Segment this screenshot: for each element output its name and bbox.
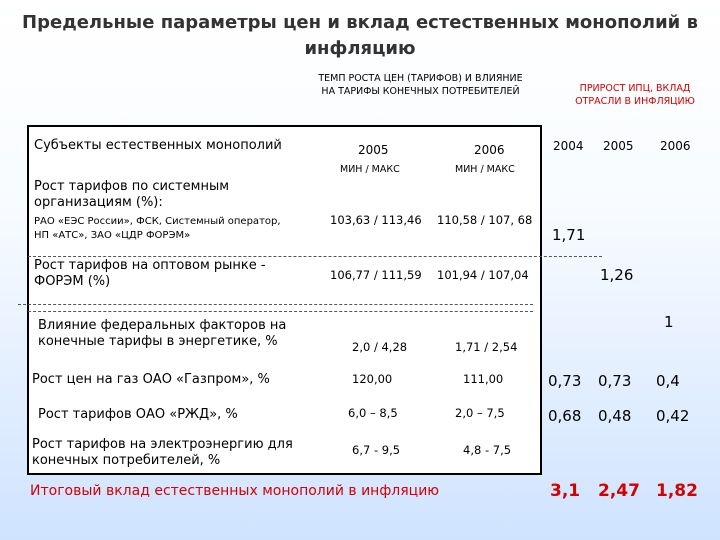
- gas-cpi-2006: 0,4: [656, 372, 680, 390]
- federal-2005: 2,0 / 4,28: [352, 340, 408, 354]
- rail-cpi-2005: 0,48: [598, 407, 632, 425]
- row-divider: [28, 256, 602, 257]
- year-2005-header: 2005: [358, 143, 389, 157]
- wholesale-label: Рост тарифов на оптовом рынке - ФОРЭМ (%): [34, 258, 266, 289]
- cpi-growth-header: ПРИРОСТ ИПЦ, ВКЛАД ОТРАСЛИ В ИНФЛЯЦИЮ: [575, 83, 695, 107]
- total-2005: 2,47: [598, 481, 640, 501]
- total-2004: 3,1: [550, 481, 581, 501]
- federal-factors-label: Влияние федеральных факторов на конечные тарифы в энергетике, %: [38, 318, 287, 349]
- row-divider: [18, 304, 533, 305]
- cpi-2005-header: 2005: [603, 139, 634, 153]
- energy-cpi-2005: 1,26: [600, 266, 634, 284]
- subjects-header: Субъекты естественных монополий: [34, 138, 282, 153]
- gas-2005: 120,00: [352, 372, 393, 386]
- system-orgs-2005: 103,63 / 113,46: [330, 213, 422, 227]
- power-label: Рост тарифов на электроэнергию для конечных потребителей, %: [32, 437, 293, 468]
- rail-cpi-2004: 0,68: [548, 407, 582, 425]
- energy-cpi-2006: 1: [664, 313, 674, 331]
- gas-cpi-2005: 0,73: [598, 372, 632, 390]
- gas-cpi-2004: 0,73: [548, 372, 582, 390]
- rail-label: Рост тарифов ОАО «РЖД», %: [38, 407, 238, 422]
- page-title: Предельные параметры цен и вклад естественных монополий в инфляцию: [22, 12, 698, 59]
- year-2006-header: 2006: [474, 143, 505, 157]
- wholesale-2005: 106,77 / 111,59: [330, 268, 422, 282]
- cpi-2004-header: 2004: [553, 139, 584, 153]
- system-orgs-2006: 110,58 / 107, 68: [437, 213, 533, 227]
- rail-2006: 2,0 – 7,5: [455, 406, 505, 420]
- federal-2006: 1,71 / 2,54: [455, 340, 518, 354]
- tariff-growth-header: ТЕМП РОСТА ЦЕН (ТАРИФОВ) И ВЛИЯНИЕ НА ТАРИФЫ КОНЕЧНЫХ ПОТРЕБИТЕЛЕЙ: [318, 73, 523, 97]
- total-2006: 1,82: [656, 481, 698, 501]
- energy-cpi-2004: 1,71: [552, 226, 586, 244]
- wholesale-2006: 101,94 / 107,04: [437, 268, 529, 282]
- system-orgs-sublabel: РАО «ЕЭС России», ФСК, Системный оператор, НП «АТС», ЗАО «ЦДР ФОРЭМ»: [34, 216, 281, 241]
- power-2005: 6,7 - 9,5: [352, 443, 401, 457]
- rail-2005: 6,0 – 8,5: [348, 406, 398, 420]
- total-label: Итоговый вклад естественных монополий в инфляцию: [30, 483, 440, 499]
- system-orgs-label: Рост тарифов по системным организациям (%):: [34, 179, 230, 210]
- cpi-2006-header: 2006: [660, 139, 691, 153]
- power-2006: 4,8 - 7,5: [463, 443, 512, 457]
- row-divider: [28, 311, 533, 312]
- gas-2006: 111,00: [463, 372, 504, 386]
- gas-label: Рост цен на газ ОАО «Газпром», %: [32, 372, 270, 387]
- minmax-2006-header: МИН / МАКС: [455, 164, 515, 175]
- minmax-2005-header: МИН / МАКС: [340, 164, 400, 175]
- rail-cpi-2006: 0,42: [656, 407, 690, 425]
